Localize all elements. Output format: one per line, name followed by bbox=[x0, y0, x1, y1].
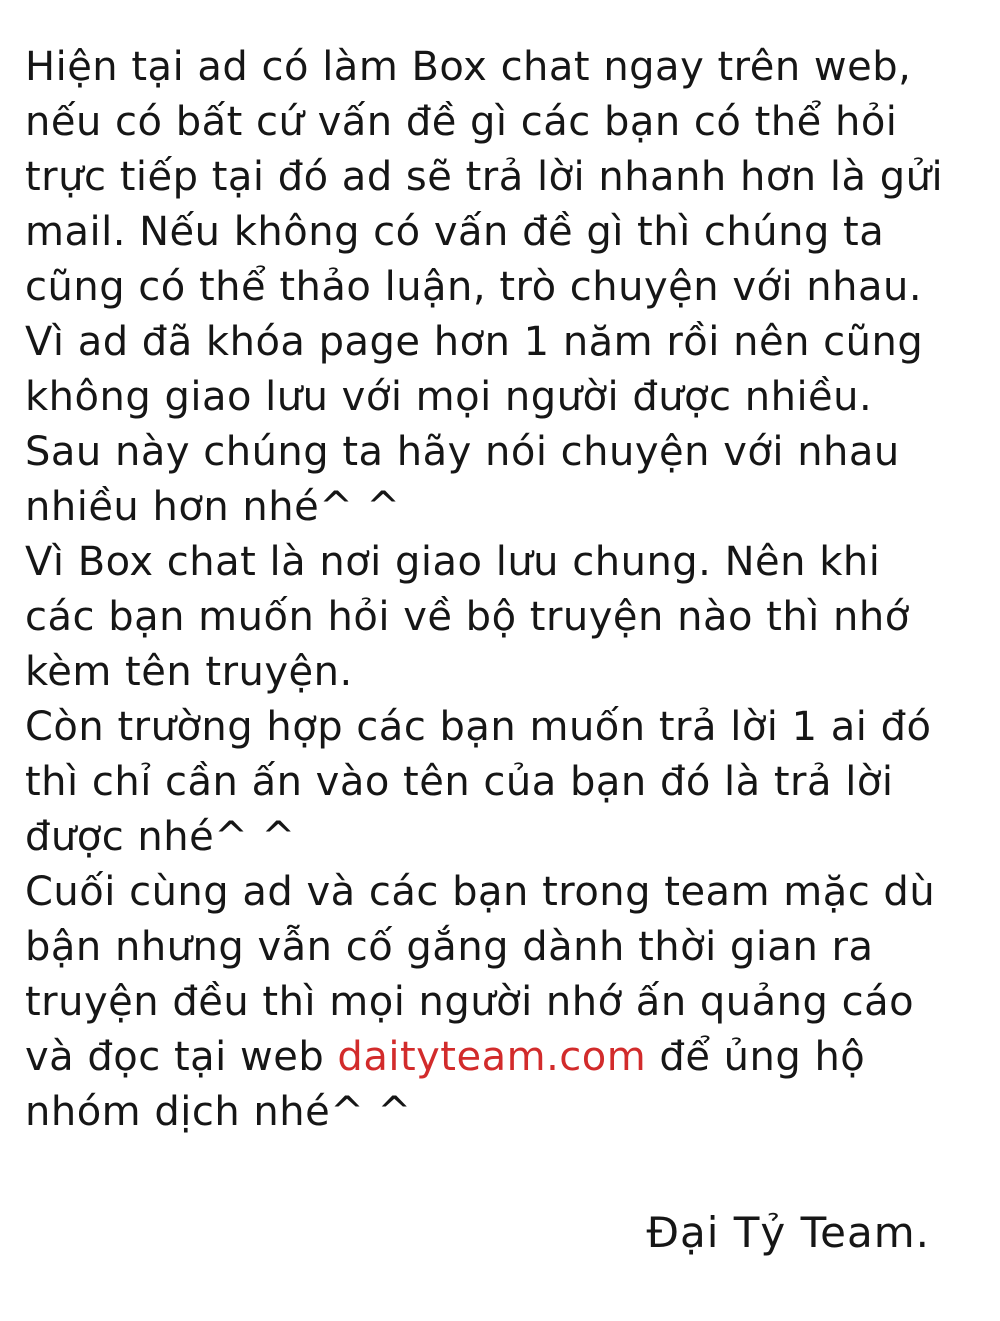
note-text bbox=[25, 40, 975, 1140]
note-line: Cuối cùng ad và các bạn trong team mặc dù bbox=[25, 869, 936, 915]
note-line: nhiều hơn nhé^ ^ bbox=[25, 484, 401, 530]
note-line: bận nhưng vẫn cố gắng dành thời gian ra bbox=[25, 924, 874, 970]
note-line: Còn trường hợp các bạn muốn trả lời 1 ai đó bbox=[25, 704, 932, 750]
team-signature: Đại Tỷ Team. bbox=[646, 1208, 930, 1257]
note-line: Vì ad đã khóa page hơn 1 năm rồi nên cũng bbox=[25, 319, 924, 365]
note-line: kèm tên truyện. bbox=[25, 649, 353, 695]
note-line: cũng có thể thảo luận, trò chuyện với nhau. bbox=[25, 264, 923, 310]
note-line: trực tiếp tại đó ad sẽ trả lời nhanh hơn là gửi bbox=[25, 154, 944, 200]
note-line: truyện đều thì mọi người nhớ ấn quảng cáo bbox=[25, 979, 915, 1025]
link-line-before: và đọc tại web bbox=[25, 1034, 338, 1080]
note-line: các bạn muốn hỏi về bộ truyện nào thì nhớ bbox=[25, 594, 910, 640]
note-line: Vì Box chat là nơi giao lưu chung. Nên khi bbox=[25, 539, 881, 585]
note-line: nhóm dịch nhé^ ^ bbox=[25, 1089, 412, 1135]
note-line: thì chỉ cần ấn vào tên của bạn đó là trả lời bbox=[25, 759, 894, 805]
note-line-with-link bbox=[25, 1030, 975, 1085]
note-line: nếu có bất cứ vấn đề gì các bạn có thể hỏi bbox=[25, 99, 898, 145]
website-link[interactable]: daityteam.com bbox=[337, 1034, 647, 1080]
note-line: được nhé^ ^ bbox=[25, 814, 296, 860]
link-line-after: để ủng hộ bbox=[646, 1034, 866, 1080]
note-line: mail. Nếu không có vấn đề gì thì chúng ta bbox=[25, 209, 885, 255]
note-line: Hiện tại ad có làm Box chat ngay trên web, bbox=[25, 44, 912, 90]
note-line: Sau này chúng ta hãy nói chuyện với nhau bbox=[25, 429, 900, 475]
note-line: không giao lưu với mọi người được nhiều. bbox=[25, 374, 873, 420]
